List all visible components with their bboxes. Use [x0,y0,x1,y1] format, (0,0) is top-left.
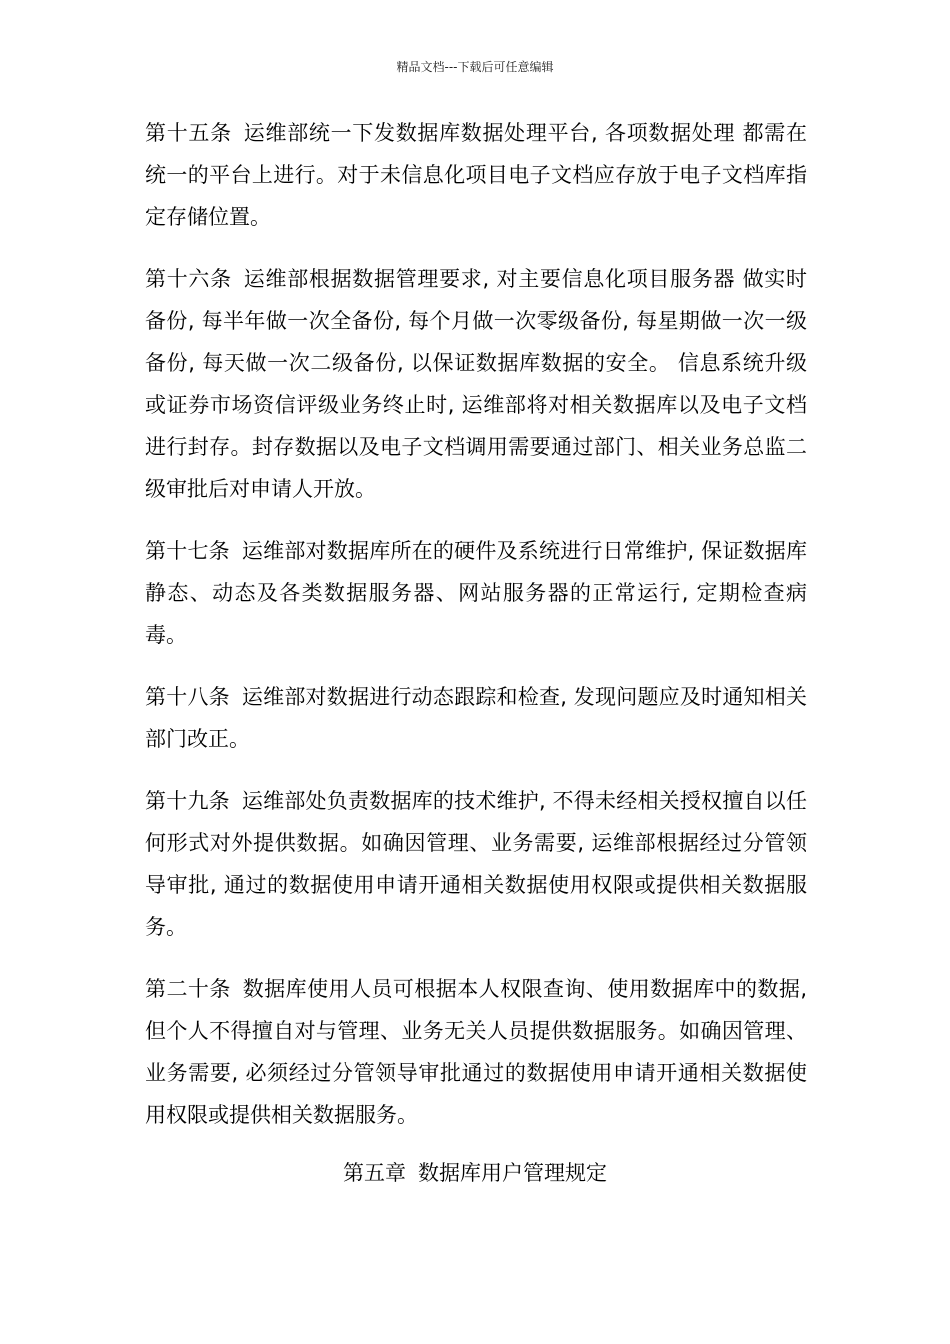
article-text: 数据库使用人员可根据本人权限查询、使用数据库中的数据, 但个人不得擅自对与管理、业务无关人员提供数据服务。如确因管理、业务需要, 必须经过分管领导审批通过的数据使用申请开通相关数据使用权限或提供相关数据服务。 [145,977,807,1127]
article-20 [145,968,807,1136]
article-19 [145,780,807,948]
article-text: 运维部统一下发数据库数据处理平台, 各项数据处理 都需在统一的平台上进行。对于未信息化项目电子文档应存放于电子文档库指定存储位置。 [145,121,807,229]
article-number: 第十五条 [145,121,232,145]
article-number: 第十八条 [145,685,230,709]
article-15 [145,112,807,238]
article-17 [145,530,807,656]
article-text: 运维部根据数据管理要求, 对主要信息化项目服务器 做实时备份, 每半年做一次全备份, 每个月做一次零级备份, 每星期做一次一级备份, 每天做一次二级备份, 以保证数据库数据的安全。 信息系统升级或证券市场资信评级业务终止时, 运维部将对相关数据库以及电子文档进行封存。封存数据以及电子文档调用需要通过部门、相关业务总监二级审批后对申请人开放。 [145,267,807,501]
article-number: 第十九条 [145,789,230,813]
article-text: 运维部对数据库所在的硬件及系统进行日常维护, 保证数据库静态、动态及各类数据服务器、网站服务器的正常运行, 定期检查病毒。 [145,539,807,647]
article-text: 运维部对数据进行动态跟踪和检查, 发现问题应及时通知相关部门改正。 [145,685,807,751]
document-body [145,112,807,1156]
page-header: 精品文档---下载后可任意编辑 [396,60,554,74]
article-number: 第十七条 [145,539,230,563]
chapter-title: 数据库用户管理规定 [418,1161,607,1185]
article-text: 运维部处负责数据库的技术维护, 不得未经相关授权擅自以任何形式对外提供数据。如确因管理、业务需要, 运维部根据经过分管领导审批, 通过的数据使用申请开通相关数据使用权限或提供相关数据服务。 [145,789,807,939]
chapter-heading-wrap [0,1152,950,1194]
chapter-heading [0,1152,950,1194]
chapter-number: 第五章 [343,1161,406,1185]
article-18 [145,676,807,760]
article-number: 第十六条 [145,267,232,291]
article-16 [145,258,807,510]
article-number: 第二十条 [145,977,231,1001]
